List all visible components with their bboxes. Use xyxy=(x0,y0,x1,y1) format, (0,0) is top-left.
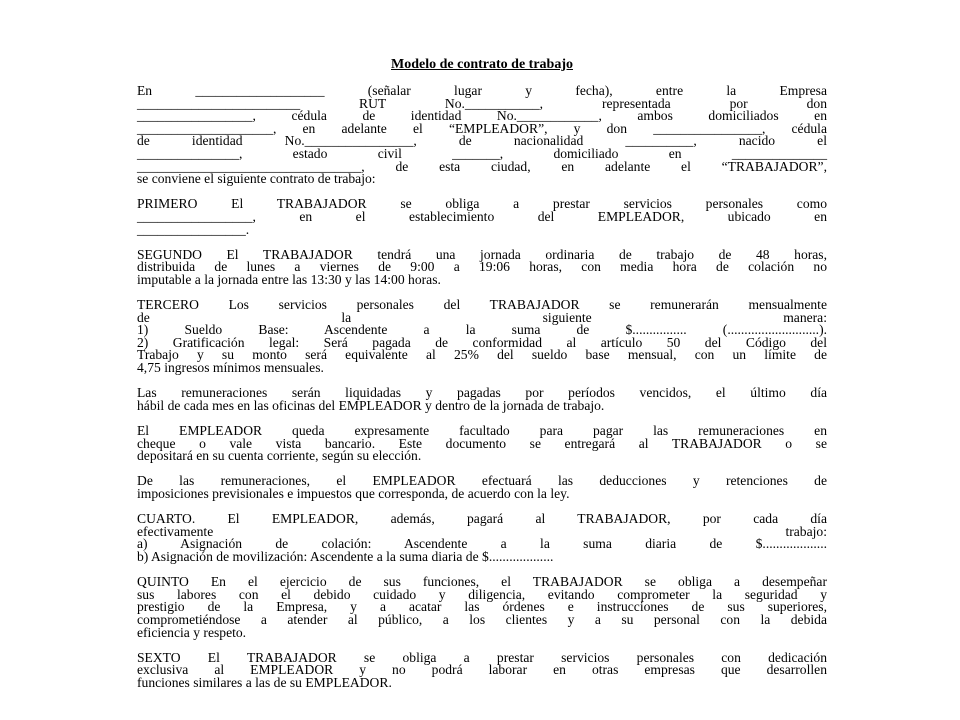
paragraph-line: _________________, en el establecimiento del EMPLEADOR, ubicado en xyxy=(137,208,827,224)
paragraph-line: QUINTO En el ejercicio de sus funciones, el TRABAJADOR se obliga a desempeñar xyxy=(137,574,827,590)
paragraph-line: hábil de cada mes en las oficinas del EMPLEADOR y dentro de la jornada de trabajo. xyxy=(137,397,605,413)
paragraph-line: En ___________________ (señalar lugar y fecha), entre la Empresa xyxy=(137,83,827,98)
paragraph-line: SEGUNDO El TRABAJADOR tendrá una jornada ordinaria de trabajo de 48 horas, xyxy=(137,246,827,262)
paragraph-line: a) Asignación de colación: Ascendente a la suma diaria de $................... xyxy=(137,536,827,552)
paragraph-line: imputable a la jornada entre las 13:30 y las 14:00 horas. xyxy=(137,271,441,287)
contract-paragraph xyxy=(137,649,827,690)
contract-paragraph xyxy=(137,576,827,639)
contract-paragraph xyxy=(137,198,827,236)
contract-paragraph xyxy=(137,387,827,412)
paragraph-line: De las remuneraciones, el EMPLEADOR efectuará las deducciones y retenciones de xyxy=(137,473,827,489)
paragraph-line: SEXTO El TRABAJADOR se obliga a prestar servicios personales con dedicación xyxy=(137,649,827,665)
document-title: Modelo de contrato de trabajo xyxy=(391,57,573,72)
paragraph-line: distribuida de lunes a viernes de 9:00 a 19:06 horas, con media hora de colación no xyxy=(137,259,827,275)
paragraph-line: sus labores con el debido cuidado y diligencia, evitando comprometer la seguridad y xyxy=(137,586,827,602)
contract-paragraph xyxy=(137,513,827,563)
paragraph-line: comprometiéndose a atender al público, a los clientes y a su personal con la debida xyxy=(137,611,827,627)
paragraph-line: funciones similares a las de su EMPLEADOR. xyxy=(137,674,392,690)
paragraph-line: cheque o vale vista bancario. Este documento se entregará al TRABAJADOR o se xyxy=(137,435,827,451)
paragraph-line: depositará en su cuenta corriente, según su elección. xyxy=(137,448,422,464)
paragraph-line: de la siguiente manera: xyxy=(137,309,827,325)
paragraph-line: Las remuneraciones serán liquidadas y pagadas por períodos vencidos, el último día xyxy=(137,385,827,401)
paragraph-line: 2) Gratificación legal: Será pagada de conformidad al artículo 50 del Código del xyxy=(137,334,827,350)
paragraph-line: 4,75 ingresos mínimos mensuales. xyxy=(137,360,324,376)
paragraph-line: se conviene el siguiente contrato de trabajo: xyxy=(137,171,376,187)
paragraph-line: TERCERO Los servicios personales del TRABAJADOR se remunerarán mensualmente xyxy=(137,297,827,313)
contract-paragraph xyxy=(137,299,827,375)
contract-paragraph xyxy=(137,425,827,463)
paragraph-line: _________________________________, de esta ciudad, en adelante el “TRABAJADOR”, xyxy=(137,158,827,174)
paragraph-line: Trabajo y su monto será equivalente al 25% del sueldo base mensual, con un límite de xyxy=(137,347,827,363)
paragraph-line: 1) Sueldo Base: Ascendente a la suma de $................ (...........................). xyxy=(137,322,827,338)
paragraph-line: ________________________ RUT No.___________, representada por don xyxy=(137,95,827,111)
paragraph-line: ____________________, en adelante el “EMPLEADOR”, y don ________________, cédula xyxy=(137,120,827,136)
paragraph-line: efectivamente trabajo: xyxy=(137,523,827,539)
document-body xyxy=(137,85,827,690)
paragraph-line: exclusiva al EMPLEADOR y no podrá laborar en otras empresas que desarrollen xyxy=(137,662,827,678)
paragraph-line: ________________. xyxy=(137,221,250,237)
paragraph-line: _______________, estado civil _______, domiciliado en ______________ xyxy=(137,145,827,161)
contract-paragraph xyxy=(137,246,827,287)
paragraph-line: CUARTO. El EMPLEADOR, además, pagará al TRABAJADOR, por cada día xyxy=(137,511,827,527)
paragraph-line: El EMPLEADOR queda expresamente facultado para pagar las remuneraciones en xyxy=(137,423,827,439)
paragraph-line: prestigio de la Empresa, y a acatar las órdenes e instrucciones de sus superiores, xyxy=(137,599,827,615)
contract-paragraph xyxy=(137,475,827,500)
paragraph-line: PRIMERO El TRABAJADOR se obliga a prestar servicios personales como xyxy=(137,196,827,212)
contract-document xyxy=(137,58,827,702)
paragraph-line: de identidad No.________________, de nacionalidad __________, nacido el xyxy=(137,133,827,149)
paragraph-line: _________________, cédula de identidad No.____________, ambos domiciliados en xyxy=(137,108,827,124)
paragraph-line: eficiencia y respeto. xyxy=(137,624,247,640)
paragraph-line: b) Asignación de movilización: Ascendente a la suma diaria de $................... xyxy=(137,548,554,564)
paragraph-line: imposiciones previsionales e impuestos que corresponda, de acuerdo con la ley. xyxy=(137,486,570,501)
contract-paragraph xyxy=(137,85,827,186)
